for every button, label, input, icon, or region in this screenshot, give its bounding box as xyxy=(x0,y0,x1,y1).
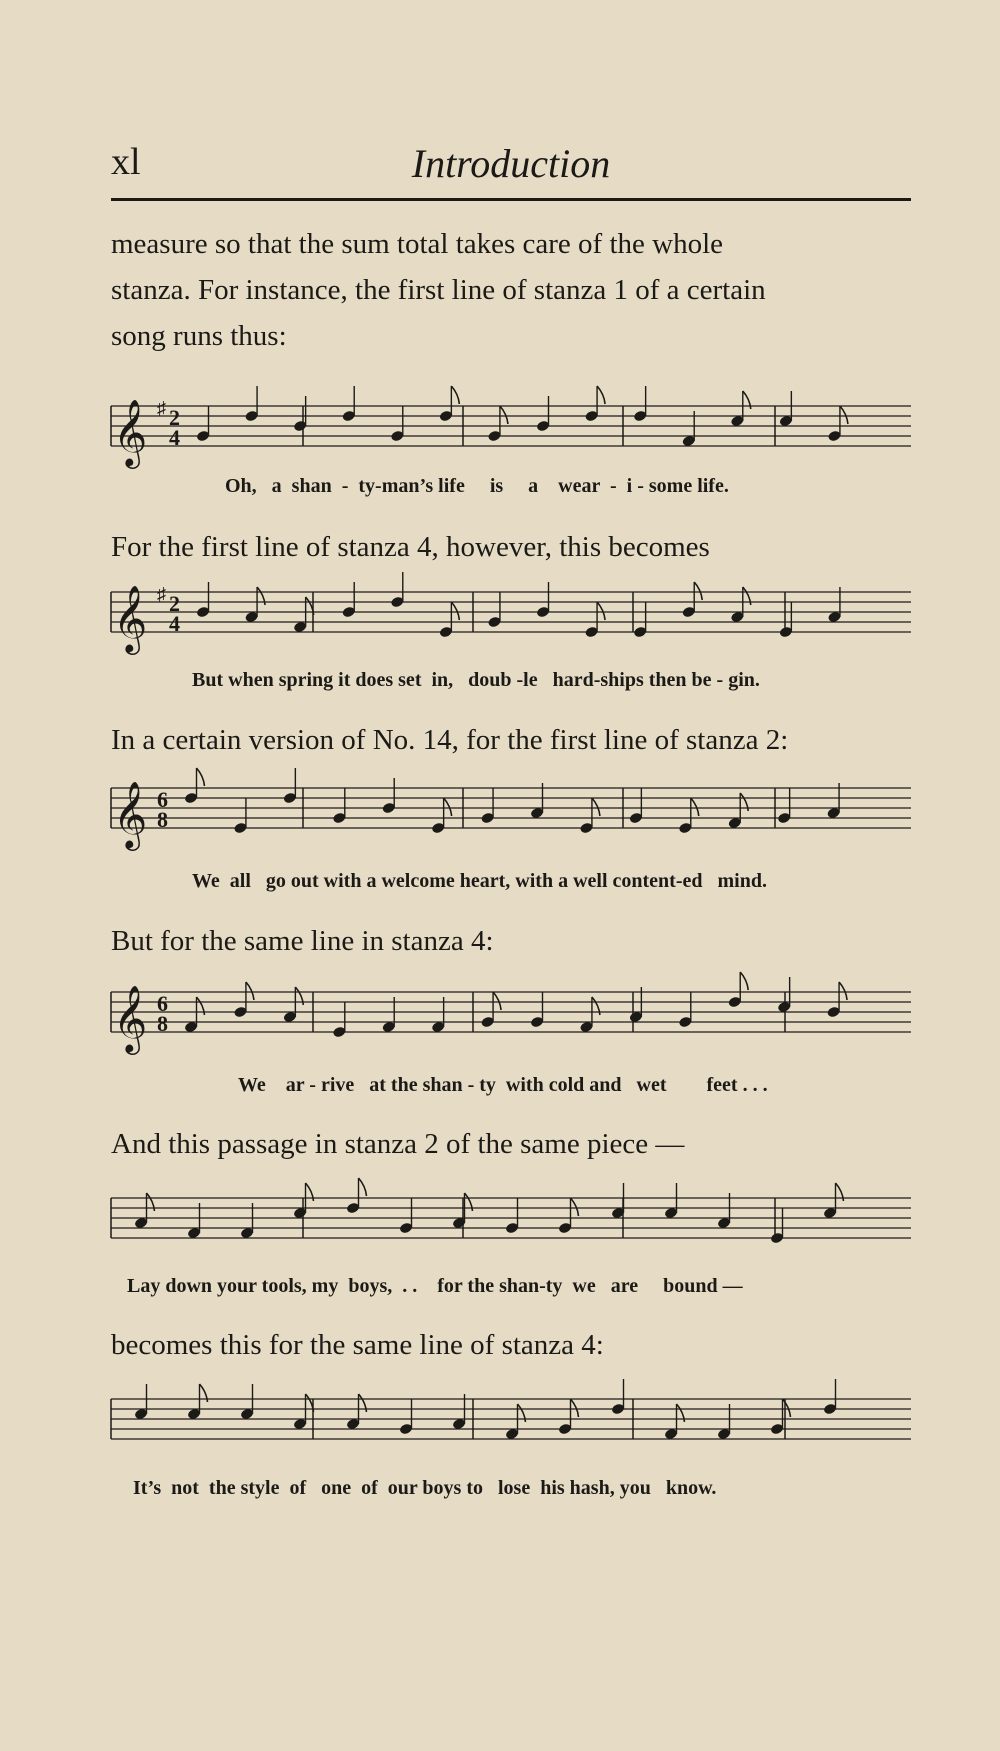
music-staff xyxy=(111,1188,911,1263)
lyrics-line: Lay down your tools, my boys, . . for the shan-ty we are bound — xyxy=(127,1275,743,1297)
treble-clef-icon: 𝄞 xyxy=(113,984,148,1052)
music-staff xyxy=(111,396,911,471)
note-flag xyxy=(597,386,605,404)
page-header xyxy=(111,140,911,200)
note-flag xyxy=(571,1198,579,1216)
time-signature-top: 2 xyxy=(169,405,180,430)
music-staff xyxy=(111,778,911,853)
time-signature-top: 6 xyxy=(157,787,168,812)
note-flag xyxy=(493,992,501,1010)
treble-clef-icon: 𝄞 xyxy=(113,584,148,652)
header-rule xyxy=(111,198,911,201)
note-flag xyxy=(694,582,702,600)
example-lead-text: becomes this for the same line of stanza 4: xyxy=(111,1329,604,1361)
example-lead-text: In a certain version of No. 14, for the first line of stanza 2: xyxy=(111,724,789,756)
music-staff xyxy=(111,1389,911,1464)
body-line: song runs thus: xyxy=(111,320,287,352)
page-number: xl xyxy=(111,141,141,183)
example-lead-text: For the first line of stanza 4, however, this becomes xyxy=(111,531,710,563)
note-flag xyxy=(451,386,459,404)
note-flag xyxy=(500,406,508,424)
example-lead-text: But for the same line in stanza 4: xyxy=(111,925,494,957)
time-signature-top: 6 xyxy=(157,991,168,1016)
treble-clef-icon: 𝄞 xyxy=(113,398,148,466)
lyrics-line: But when spring it does set in, doub -le hard-ships then be - gin. xyxy=(192,669,760,691)
treble-clef-icon: 𝄞 xyxy=(113,780,148,848)
note-flag xyxy=(571,1399,579,1417)
note-flag xyxy=(444,798,452,816)
note-flag xyxy=(592,798,600,816)
sharp-icon: ♯ xyxy=(157,398,166,418)
time-signature-bottom: 4 xyxy=(169,425,180,450)
time-signature-bottom: 8 xyxy=(157,807,168,832)
body-line: measure so that the sum total takes care of the whole xyxy=(111,228,724,260)
note-flag xyxy=(359,1178,367,1196)
lyrics-line: It’s not the style of one of our boys to lose his hash, you know. xyxy=(133,1477,717,1499)
lyrics-line: Oh, a shan - ty-man’s life is a wear - i - some life. xyxy=(225,475,729,497)
note-flag xyxy=(451,602,459,620)
music-staff xyxy=(111,582,911,657)
body-line: stanza. For instance, the first line of stanza 1 of a certain xyxy=(111,274,766,306)
lyrics-line: We all go out with a welcome heart, with a well content-ed mind. xyxy=(192,870,767,892)
note-flag xyxy=(597,602,605,620)
note-flag xyxy=(840,406,848,424)
note-flag xyxy=(783,1399,791,1417)
sharp-icon: ♯ xyxy=(157,584,166,604)
running-title: Introduction xyxy=(411,141,611,186)
note-flag xyxy=(197,768,205,786)
time-signature-bottom: 4 xyxy=(169,611,180,636)
note-flag xyxy=(740,972,748,990)
time-signature-top: 2 xyxy=(169,591,180,616)
music-staff xyxy=(111,982,911,1057)
note-flag xyxy=(839,982,847,1000)
lyrics-line: We ar - rive at the shan - ty with cold and wet feet . . . xyxy=(238,1074,768,1096)
example-lead-text: And this passage in stanza 2 of the same piece — xyxy=(111,1128,685,1160)
note-flag xyxy=(691,798,699,816)
note-flag xyxy=(246,982,254,1000)
time-signature-bottom: 8 xyxy=(157,1011,168,1036)
